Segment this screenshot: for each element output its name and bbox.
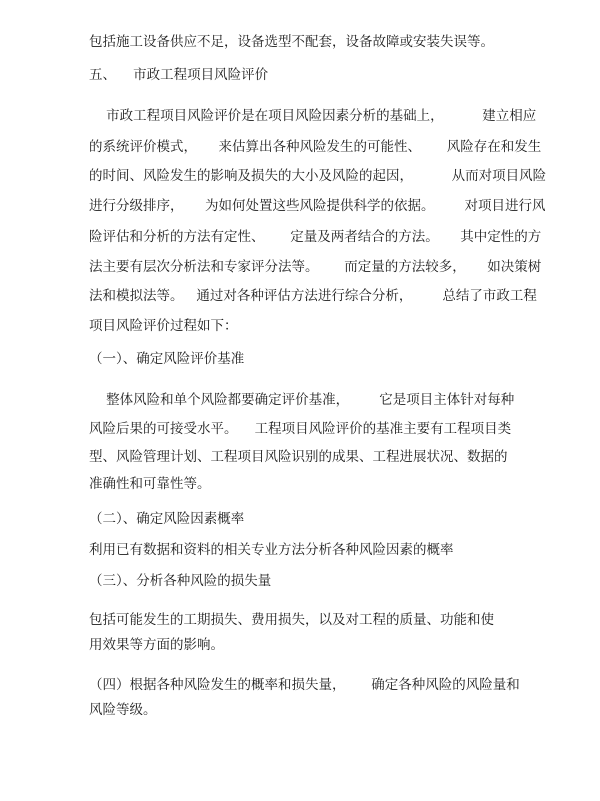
subsection-heading: （四）根据各种风险发生的概率和损失量， 确定各种风险的风险量和	[89, 677, 520, 693]
subsection-heading: （三）、分析各种风险的损失量	[89, 573, 272, 589]
subsection-heading: （一）、确定风险评价基准	[89, 351, 245, 367]
text-line: 项目风险评价过程如下：	[89, 318, 238, 334]
subsection-heading: （二）、确定风险因素概率	[89, 511, 245, 527]
text-line: 包括可能发生的工期损失、费用损失，以及对工程的质量、功能和使	[89, 612, 494, 628]
text-line: 市政工程项目风险评价是在项目风险因素分析的基础上， 建立相应	[89, 108, 537, 124]
text-line: 法主要有层次分析法和专家评分法等。 而定量的方法较多， 如决策树	[89, 259, 542, 275]
text-line: 风险后果的可接受水平。 工程项目风险评价的基准主要有工程项目类	[89, 421, 512, 437]
text-line: 险评估和分析的方法有定性、 定量及两者结合的方法。 其中定性的方	[89, 229, 542, 245]
text-line: 法和模拟法等。 通过对各种评估方法进行综合分析， 总结了市政工程	[89, 288, 537, 304]
text-line: 进行分级排序， 为如何处置这些风险提供科学的依据。 对项目进行风	[89, 198, 546, 214]
text-line: 用效果等方面的影响。	[89, 637, 224, 653]
text-line: 整体风险和单个风险都要确定评价基准， 它是项目主体针对每种	[89, 392, 515, 408]
text-line: 型、风险管理计划、工程项目风险识别的成果、工程进展状况、数据的	[89, 449, 508, 465]
text-line: 包括施工设备供应不足，设备选型不配套，设备故障或安装失误等。	[89, 34, 494, 50]
text-line: 准确性和可靠性等。	[89, 476, 211, 492]
text-line: 风险等级。	[89, 702, 157, 718]
text-line: 的时间、风险发生的影响及损失的大小及风险的起因， 从而对项目风险	[89, 168, 547, 184]
text-line: 利用已有数据和资料的相关专业方法分析各种风险因素的概率	[89, 542, 454, 558]
section-heading: 五、 市政工程项目风险评价	[89, 67, 269, 83]
text-line: 的系统评价模式， 来估算出各种风险发生的可能性、 风险存在和发生	[89, 139, 542, 155]
